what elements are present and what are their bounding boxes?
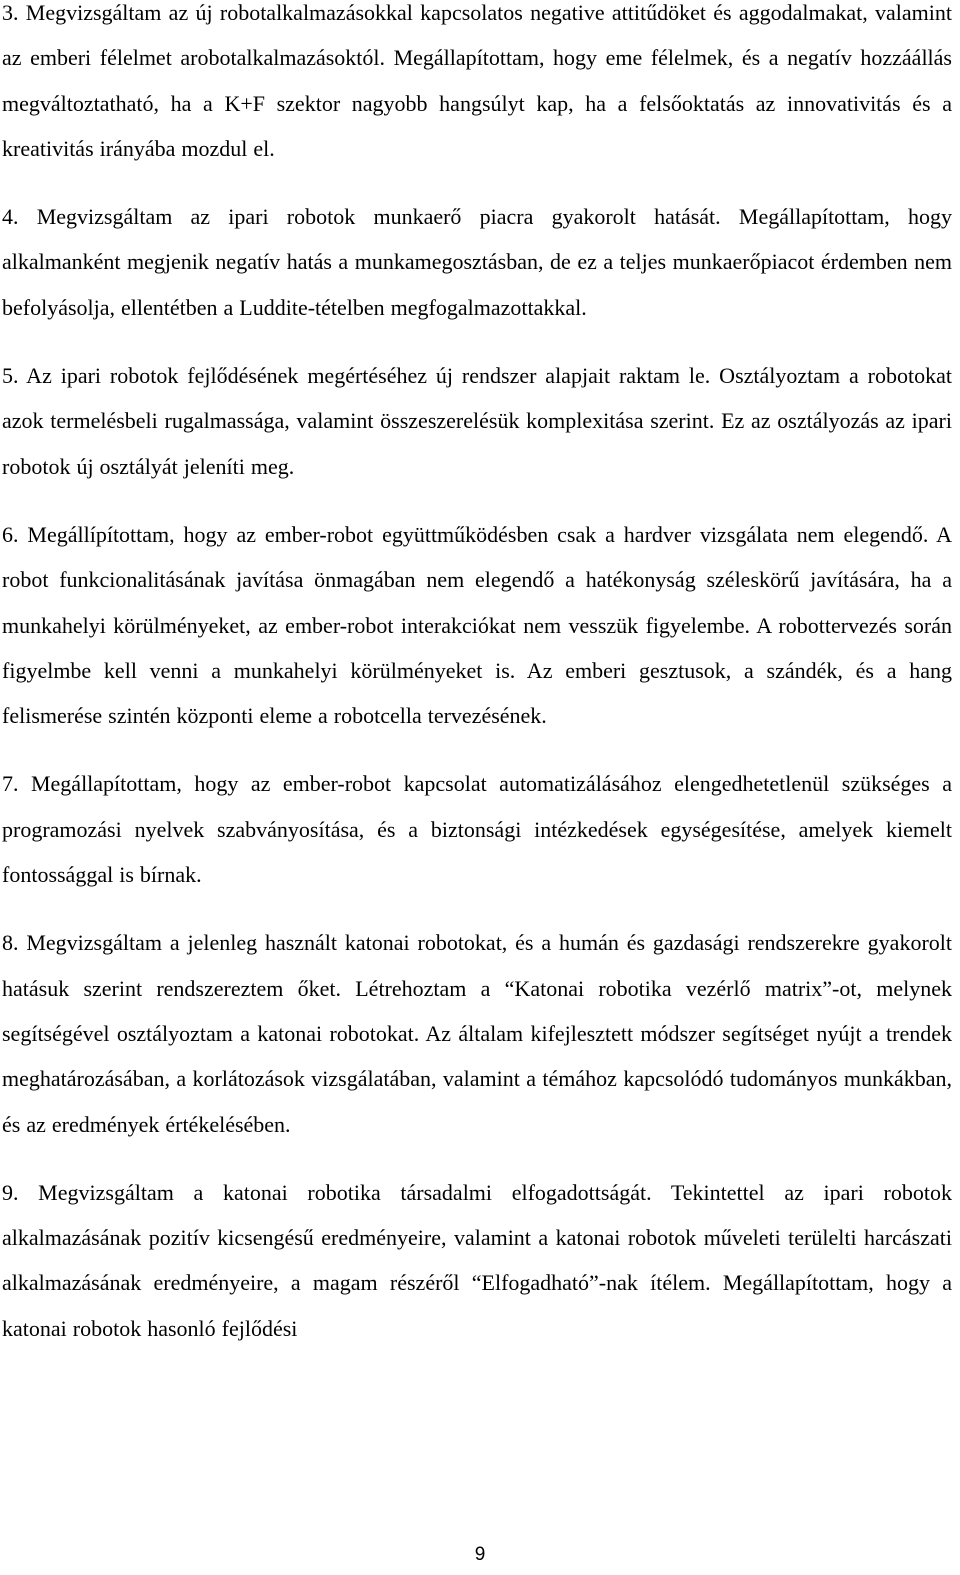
document-body [2, 0, 952, 1351]
paragraph-6: 6. Megállípítottam, hogy az ember-robot együttműködésben csak a hardver vizsgálata nem elegendő. A robot funkcionalitásának javítása önmagában nem elegendő a hatékonyság széleskörű javítására, ha a munkahelyi körülményeket, az ember-robot interakciókat nem vesszük figyelembe. A robottervezés során figyelmbe kell venni a munkahelyi körülményeket is. Az emberi gesztusok, a szándék, és a hang felismerése szintén központi eleme a robotcella tervezésének. [2, 521, 952, 729]
paragraph-7: 7. Megállapítottam, hogy az ember-robot kapcsolat automatizálásához elengedhetetlenül szükséges a programozási nyelvek szabványosítása, és a biztonsági intézkedések egységesítése, amelyek kiemelt fontossággal is bírnak. [2, 771, 952, 888]
paragraph-9: 9. Megvizsgáltam a katonai robotika társadalmi elfogadottságát. Tekintettel az ipari robotok alkalmazásának pozitív kicsengésű eredményeire, valamint a katonai robotok műveleti terülelti harcászati alkalmazásának eredményeire, a magam részéről “Elfogadható”-nak ítélem. Megállapítottam, hogy a katonai robotok hasonló fejlődési [2, 1179, 952, 1341]
page-number: 9 [474, 1544, 486, 1565]
paragraph-5: 5. Az ipari robotok fejlődésének megértéséhez új rendszer alapjait raktam le. Osztályoztam a robotokat azok termelésbeli rugalmassága, valamint összeszerelésük komplexitása szerint. Ez az osztályozás az ipari robotok új osztályát jeleníti meg. [2, 363, 952, 479]
paragraph-4: 4. Megvizsgáltam az ipari robotok munkaerő piacra gyakorolt hatását. Megállapítottam, hogy alkalmanként megjenik negatív hatás a munkamegosztásban, de ez a teljes munkaerőpiacot érdemben nem befolyásolja, ellentétben a Luddite-tételben megfogalmazottakkal. [2, 204, 952, 320]
paragraph-3: 3. Megvizsgáltam az új robotalkalmazásokkal kapcsolatos negative attitűdöket és aggodalmakat, valamint az emberi félelmet arobotalkalmazásoktól. Megállapítottam, hogy eme félelmek, és a negatív hozzáállás megváltoztatható, ha a K+F szektor nagyobb hangsúlyt kap, ha a felsőoktatás az innovativitás és a kreativitás irányába mozdul el. [2, 0, 952, 161]
paragraph-8: 8. Megvizsgáltam a jelenleg használt katonai robotokat, és a humán és gazdasági rendszerekre gyakorolt hatásuk szerint rendszereztem őket. Létrehoztam a “Katonai robotika vezérlő matrix”-ot, melynek segítségével osztályoztam a katonai robotokat. Az általam kifejlesztett módszer segítséget nyújt a trendek meghatározásában, a korlátozások vizsgálatában, valamint a témához kapcsolódó tudományos munkákban, és az eredmények értékelésében. [2, 930, 952, 1137]
